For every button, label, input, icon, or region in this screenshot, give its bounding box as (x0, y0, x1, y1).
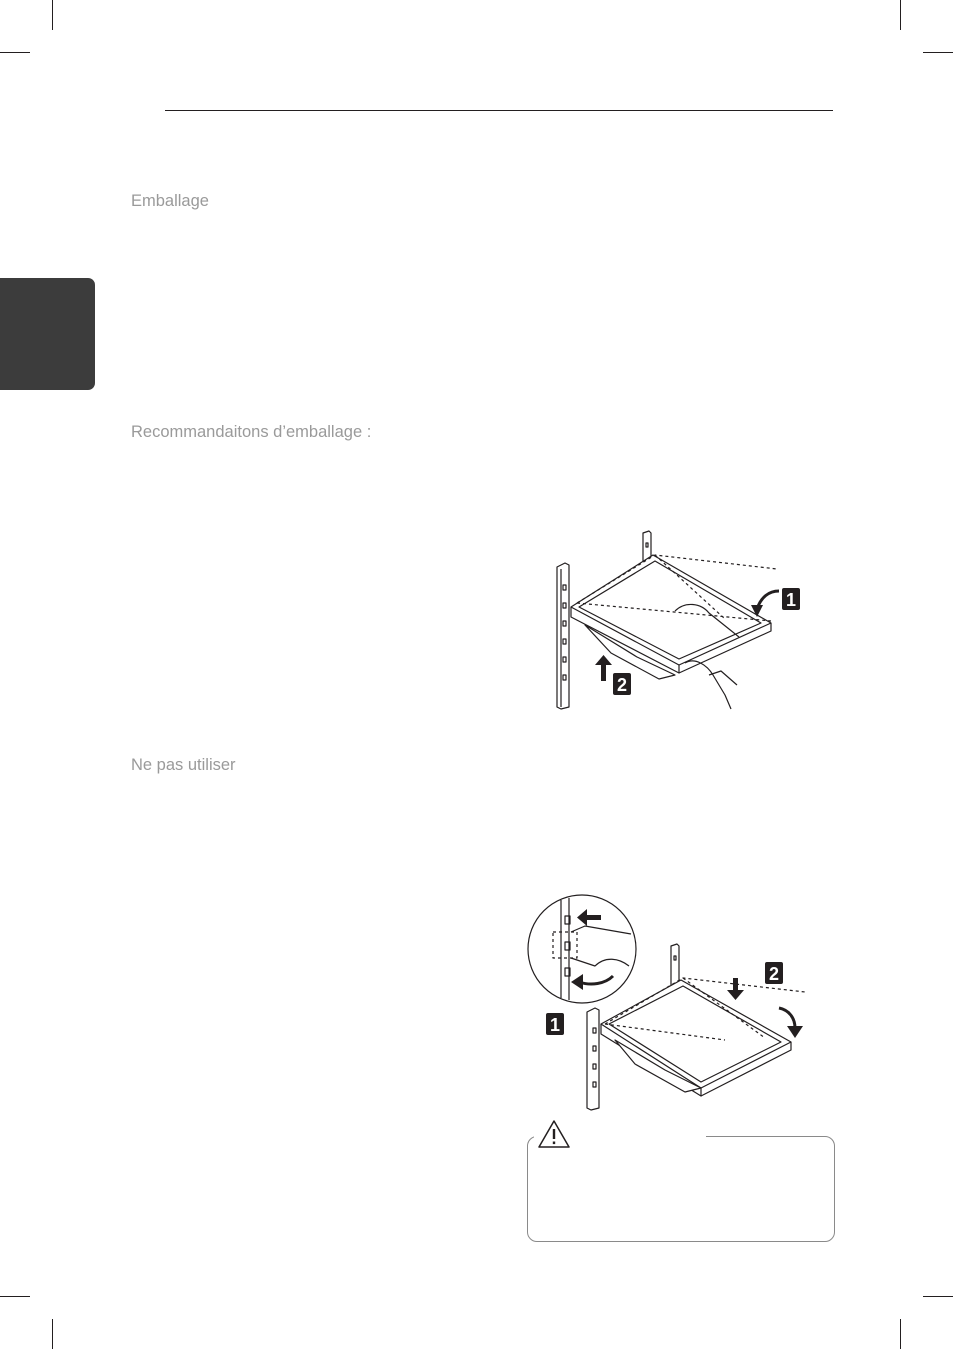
shelf-removal-illustration (525, 525, 825, 715)
caution-box (527, 1136, 835, 1242)
crop-mark-top-right-v (900, 0, 901, 30)
warning-triangle-icon (536, 1118, 572, 1150)
header-rule (165, 110, 833, 111)
crop-mark-top-left-v (52, 0, 53, 30)
crop-mark-bottom-left-v (52, 1319, 53, 1349)
crop-mark-top-right-h (923, 52, 953, 53)
heading-ne-pas-utiliser: Ne pas utiliser (131, 756, 236, 774)
shelf-install-illustration (525, 892, 815, 1112)
install-step-1-badge: 1 (549, 1015, 561, 1035)
crop-mark-bottom-left-h (0, 1296, 30, 1297)
install-step-2-badge: 2 (768, 964, 780, 984)
crop-mark-bottom-right-v (900, 1319, 901, 1349)
chapter-side-tab (0, 278, 95, 390)
heading-emballage: Emballage (131, 192, 209, 210)
removal-step-2-badge: 2 (616, 675, 628, 695)
crop-mark-bottom-right-h (923, 1296, 953, 1297)
crop-mark-top-left-h (0, 52, 30, 53)
removal-step-1-badge: 1 (785, 590, 797, 610)
heading-recommandations: Recommandaitons d’emballage : (131, 423, 372, 441)
